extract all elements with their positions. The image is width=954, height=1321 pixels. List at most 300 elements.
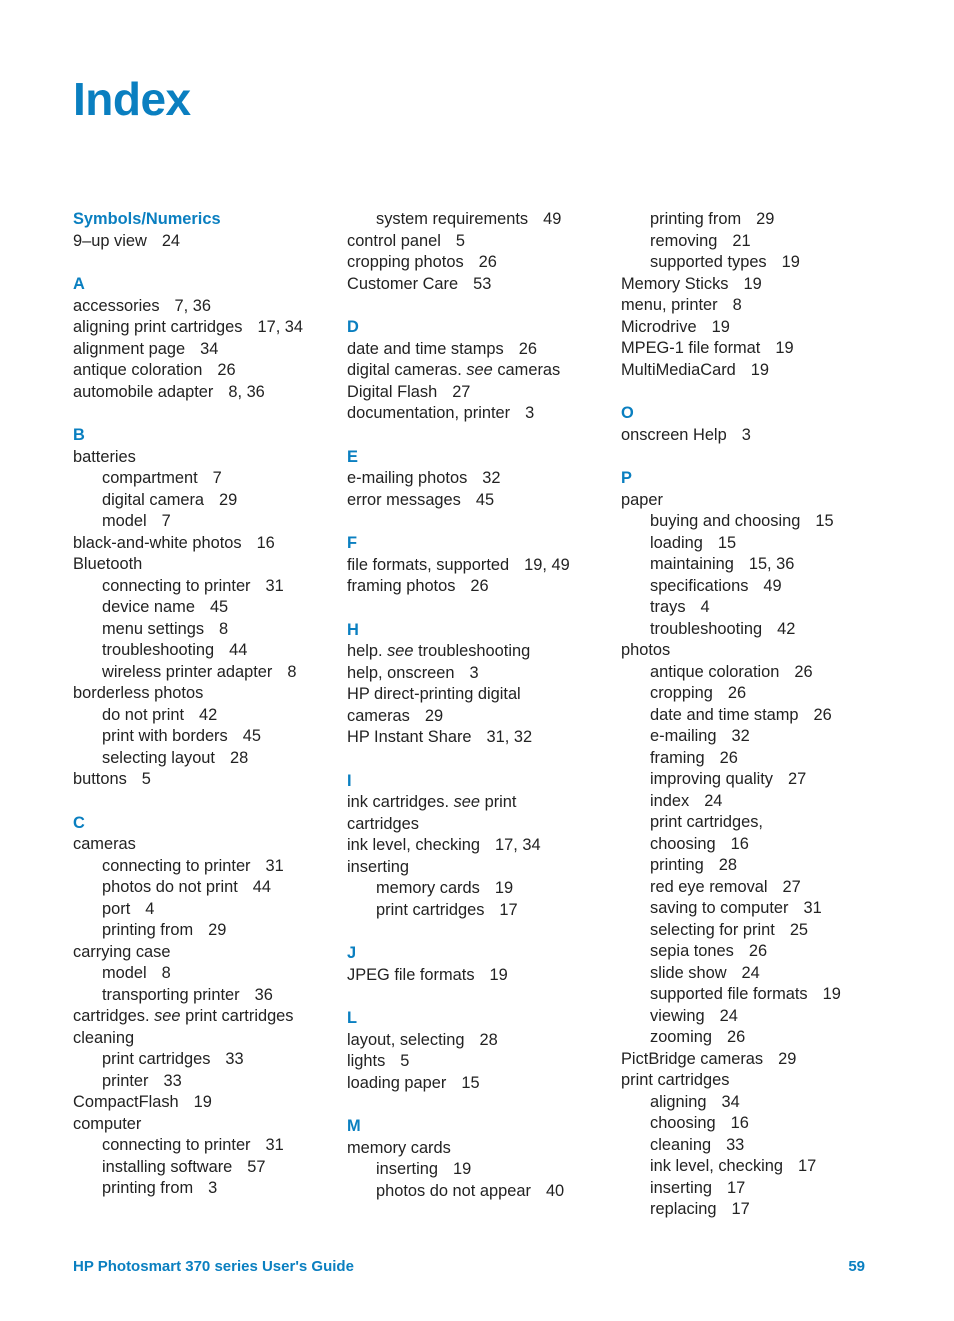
entry-term: printer [102,1071,149,1090]
page-numbers: 31, 32 [486,728,533,746]
page-numbers: 28 [229,748,249,767]
entry-term: system requirements [376,210,529,228]
entry-term: help, onscreen [347,663,455,682]
page-numbers: 26 [813,705,832,724]
entry-term: sepia tones [650,942,734,960]
entry-term: file formats, supported [347,555,510,574]
page-numbers: 28 [718,856,737,874]
index-entry [347,274,612,296]
entry-term: lights [347,1052,386,1070]
index-subentry [621,533,921,555]
index-letter-heading: D [347,318,359,336]
index-subentry [347,1181,612,1203]
index-subentry [347,900,612,922]
entry-term: Memory Sticks [621,274,729,293]
page-numbers: 42 [777,619,796,638]
index-subentry [73,877,338,899]
index-subentry [73,1071,338,1093]
index-letter-heading: M [347,1117,361,1135]
page-numbers: 4 [700,598,710,616]
entry-term: digital cameras. [347,361,462,379]
index-letter-heading: E [347,447,358,466]
index-column-3 [621,209,921,1221]
page-numbers: 19 [711,317,730,336]
index-subentry [73,726,338,748]
index-subentry [621,597,921,619]
index-entry [347,555,612,577]
index-entry [73,834,338,856]
index-subentry [73,1135,338,1157]
index-entry [347,792,612,814]
index-subentry [73,963,338,985]
index-subentry [621,619,921,641]
section-gap [347,425,612,447]
page-numbers: 3 [741,425,751,444]
index-entry [347,857,612,879]
entry-term: photos [621,641,671,659]
index-subentry [73,748,338,770]
entry-term: inserting [650,1178,712,1197]
page-numbers: 8 [287,662,297,681]
page-numbers: 19 [743,274,762,293]
index-letter-heading: Symbols/Numerics [73,210,221,228]
page-numbers: 26 [726,1028,746,1046]
index-subentry [621,984,921,1006]
page-numbers: 40 [545,1181,565,1200]
page-numbers: 49 [763,576,782,595]
entry-term: loading paper [347,1073,447,1092]
section-gap [347,749,612,771]
page-numbers: 53 [473,274,492,293]
index-entry [73,1114,338,1136]
index-subentry [621,898,921,920]
entry-term: printing from [650,210,742,228]
entry-term: JPEG file formats [347,965,475,984]
index-entry [347,641,612,663]
entry-term: printing [650,856,704,874]
index-column-1 [73,209,338,1200]
index-subentry [73,920,338,942]
entry-term: choosing [650,834,716,853]
page-numbers: 34 [721,1092,740,1111]
index-subentry [621,662,921,684]
page-numbers: 31 [803,899,822,917]
index-subentry [621,683,921,705]
section-gap [347,295,612,317]
page-numbers: 26 [217,361,236,379]
index-subentry [73,619,338,641]
index-entry [73,554,338,576]
entry-term: compartment [102,469,198,487]
entry-term: 9–up view [73,231,147,250]
entry-term: loading [650,533,703,552]
page-numbers: 33 [163,1071,182,1090]
entry-term: PictBridge cameras [621,1049,764,1068]
page-numbers: 27 [788,770,807,788]
index-letter-heading: H [347,620,359,639]
entry-term: cropping [650,684,713,702]
see-reference: see [387,642,414,660]
index-subentry [73,511,338,533]
page-numbers: 19 [822,985,841,1003]
entry-term: buttons [73,770,127,788]
page-numbers: 17 [798,1157,817,1175]
index-entry [347,1030,612,1052]
entry-term: MultiMediaCard [621,360,736,379]
page-numbers: 45 [209,598,229,616]
entry-term: antique coloration [650,662,780,681]
index-entry [347,339,612,361]
index-subentry [73,705,338,727]
see-reference: see [466,361,493,379]
page-numbers: 33 [225,1050,244,1068]
see-target: cameras [497,361,561,379]
index-subentry [347,209,612,231]
page-numbers: 8, 36 [228,382,265,401]
entry-term: do not print [102,705,185,724]
section-gap [347,1094,612,1116]
index-subentry [621,877,921,899]
see-reference: see [154,1007,181,1025]
page-numbers: 8 [219,619,229,638]
entry-term: printing from [102,921,194,939]
index-entry [73,447,338,469]
entry-term: HP direct-printing digital [347,685,521,703]
entry-term: Digital Flash [347,382,438,401]
index-entry [621,274,921,296]
entry-term: HP Instant Share [347,728,472,746]
page-numbers: 17 [726,1178,746,1197]
entry-term: accessories [73,296,160,315]
page-numbers: 19 [781,253,800,271]
index-subentry [621,705,921,727]
page-numbers: 33 [726,1135,745,1154]
page-numbers: 49 [543,210,562,228]
index-subentry [73,490,338,512]
page-numbers: 7 [212,469,222,487]
index-entry [621,317,921,339]
index-subentry [73,662,338,684]
page-numbers: 16 [730,1114,749,1132]
index-entry [347,706,612,728]
index-entry [621,425,921,447]
entry-term: viewing [650,1006,705,1025]
index-entry [73,1092,338,1114]
entry-term: choosing [650,1114,716,1132]
entry-term: troubleshooting [102,641,215,659]
page-numbers: 25 [789,920,809,939]
index-subentry [621,1092,921,1114]
index-entry [347,1051,612,1073]
entry-term: layout, selecting [347,1030,465,1049]
entry-term: index [650,791,690,810]
section-gap [347,598,612,620]
entry-term: borderless photos [73,684,204,702]
index-subentry [73,856,338,878]
index-subentry [621,209,921,231]
index-letter-heading: F [347,534,358,552]
entry-term: aligning [650,1092,707,1111]
index-entry [73,317,338,339]
index-entry [621,640,921,662]
index-subentry [621,726,921,748]
page-numbers: 15 [461,1073,480,1092]
entry-term: selecting layout [102,748,215,767]
entry-term: help. [347,642,383,660]
see-target: troubleshooting [418,642,531,660]
page-numbers: 21 [732,231,751,250]
index-entry [347,231,612,253]
entry-term: print cartridges, [650,813,763,831]
entry-term: memory cards [347,1138,451,1157]
entry-term: documentation, printer [347,404,511,422]
page-numbers: 26 [470,577,489,595]
page-numbers: 19 [750,360,770,379]
index-entry [347,360,612,382]
page-numbers: 32 [731,727,750,745]
entry-term: aligning print cartridges [73,318,243,336]
page-numbers: 45 [475,490,495,509]
index-entry [73,769,338,791]
page-numbers: 15, 36 [748,555,795,573]
entry-term: maintaining [650,555,734,573]
page-numbers: 24 [161,231,181,250]
page-numbers: 26 [478,253,497,271]
see-target: print [484,793,517,811]
entry-term: connecting to printer [102,856,251,875]
index-subentry [347,878,612,900]
page-numbers: 17 [731,1200,750,1218]
section-gap [621,446,921,468]
entry-term: framing photos [347,577,456,595]
index-entry [347,663,612,685]
entry-term: print cartridges [376,900,485,919]
page-numbers: 27 [782,877,801,896]
entry-term: paper [621,490,663,509]
entry-term: batteries [73,447,136,466]
entry-term: troubleshooting [650,619,763,638]
index-entry [347,684,612,706]
entry-term: printing from [102,1179,194,1197]
index-entry [73,339,338,361]
page-numbers: 5 [141,770,151,788]
entry-term: e-mailing photos [347,469,468,487]
see-reference: see [453,793,481,811]
index-subentry [621,511,921,533]
page-numbers: 5 [400,1052,410,1070]
page-numbers: 8 [732,296,742,314]
section-gap [347,511,612,533]
entry-term: print cartridges [102,1050,211,1068]
index-subentry [621,1156,921,1178]
entry-term: transporting printer [102,985,240,1004]
index-subentry [73,985,338,1007]
index-subentry [73,576,338,598]
index-entry [347,1138,612,1160]
entry-term: Bluetooth [73,555,143,573]
entry-term: selecting for print [650,920,775,939]
index-subentry [621,1027,921,1049]
page-numbers: 44 [252,878,272,896]
footer-guide-title: HP Photosmart 370 series User's Guide [73,1258,354,1275]
index-entry [73,296,338,318]
entry-term: alignment page [73,339,186,358]
index-entry [347,468,612,490]
page-numbers: 26 [719,748,738,767]
entry-term: print cartridges [621,1071,730,1089]
page-numbers: 34 [200,339,219,358]
page-numbers: 31 [265,856,284,875]
entry-term: specifications [650,576,749,595]
entry-term: date and time stamp [650,705,799,724]
page-numbers: 3 [525,404,535,422]
section-gap [73,252,338,274]
entry-term: error messages [347,490,461,509]
page-numbers: 15 [717,533,737,552]
page-numbers: 19 [489,965,508,984]
index-entry [621,295,921,317]
page-numbers: 24 [719,1006,738,1025]
entry-term: buying and choosing [650,512,801,530]
entry-term: saving to computer [650,899,789,917]
index-letter-heading: B [73,426,85,444]
page-numbers: 3 [469,663,479,682]
index-subentry [621,963,921,985]
entry-term: model [102,964,147,982]
entry-term: menu, printer [621,296,718,314]
page-numbers: 15 [815,512,834,530]
section-gap [621,381,921,403]
page-numbers: 17 [499,900,518,919]
footer-page-number: 59 [848,1258,865,1275]
page-numbers: 26 [794,662,813,681]
index-subentry [621,1135,921,1157]
entry-term: cropping photos [347,253,464,271]
index-subentry [73,468,338,490]
entry-term: zooming [650,1028,712,1046]
index-entry [621,360,921,382]
index-entry [347,1073,612,1095]
index-letter-heading: I [347,771,352,790]
index-subentry [621,576,921,598]
index-letter-heading: P [621,469,632,487]
entry-term: wireless printer adapter [102,662,273,681]
index-subentry [621,941,921,963]
entry-term: Microdrive [621,317,697,336]
index-entry [347,403,612,425]
index-subentry [621,855,921,877]
entry-term: antique coloration [73,361,203,379]
index-subentry [73,640,338,662]
index-subentry [621,748,921,770]
page-numbers: 24 [741,963,760,982]
index-entry [73,231,338,253]
index-entry [621,490,921,512]
page-numbers: 27 [452,382,471,401]
index-subentry [621,1113,921,1135]
section-gap [347,986,612,1008]
index-entry [73,683,338,705]
index-entry [73,1028,338,1050]
index-entry [347,965,612,987]
section-gap [73,403,338,425]
index-subentry [621,252,921,274]
entry-term: replacing [650,1200,717,1218]
section-gap [347,921,612,943]
page-numbers: 19 [193,1093,212,1111]
page-numbers: 32 [482,469,501,487]
page-numbers: 29 [424,706,444,725]
page-numbers: 7 [161,512,171,530]
index-entry [621,1070,921,1092]
entry-term: digital camera [102,490,205,509]
index-column-2 [347,209,612,1202]
entry-term: improving quality [650,770,773,788]
index-entry [621,338,921,360]
page-numbers: 26 [727,684,747,702]
index-entry [73,942,338,964]
index-entry [73,1006,338,1028]
entry-term: computer [73,1114,142,1133]
page-numbers: 24 [704,791,723,810]
entry-term: device name [102,598,195,616]
entry-term: supported types [650,253,767,271]
index-subentry [621,920,921,942]
page-numbers: 7, 36 [174,296,212,315]
entry-term: carrying case [73,942,171,961]
entry-term: e-mailing [650,727,717,745]
entry-term: ink level, checking [347,836,481,854]
entry-term: black-and-white photos [73,533,242,552]
entry-term: port [102,899,131,918]
entry-term: memory cards [376,879,480,897]
entry-term: supported file formats [650,985,808,1003]
index-subentry [621,1199,921,1221]
entry-term: red eye removal [650,877,768,896]
entry-term: inserting [376,1160,438,1178]
entry-term: cameras [73,835,136,853]
page-numbers: 57 [247,1157,266,1176]
page-numbers: 44 [229,641,248,659]
index-entry [347,490,612,512]
page-numbers: 3 [208,1179,218,1197]
index-entry [73,382,338,404]
page-numbers: 42 [199,705,218,724]
index-subentry [73,899,338,921]
index-subentry [621,812,921,834]
page-numbers: 19, 49 [524,555,570,574]
page-numbers: 31 [265,576,284,595]
index-subentry [621,1006,921,1028]
index-subentry [621,1178,921,1200]
index-entry [73,533,338,555]
entry-term: cameras [347,706,410,725]
page-numbers: 26 [518,339,537,358]
entry-term: slide show [650,963,727,982]
index-entry [621,1049,921,1071]
entry-term: date and time stamps [347,339,504,358]
index-subentry [73,597,338,619]
index-subentry [73,1049,338,1071]
entry-term: CompactFlash [73,1093,179,1111]
index-letter-heading: A [73,275,85,293]
page-numbers: 29 [778,1049,797,1068]
index-letter-heading: J [347,944,357,962]
page-numbers: 8 [161,964,171,982]
entry-term: framing [650,748,705,767]
index-entry [347,382,612,404]
page-numbers: 28 [479,1030,498,1049]
